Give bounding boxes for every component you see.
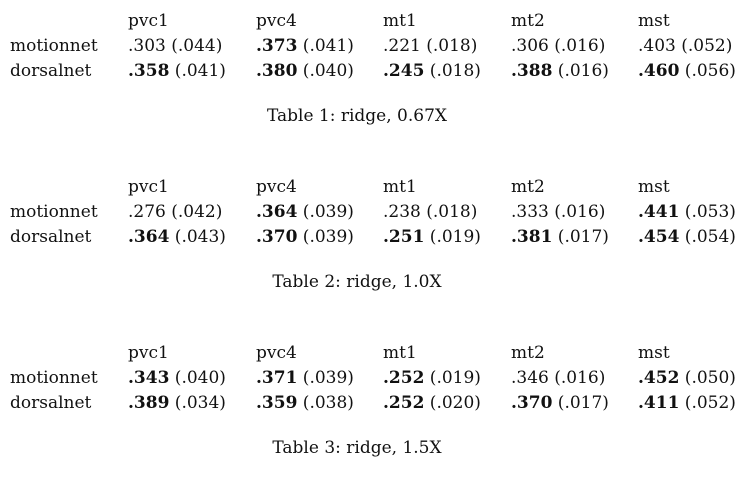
cell-value: .454 [638,227,680,247]
cell-se: (.017) [552,393,609,413]
cell-value: .245 [383,61,425,81]
cell-value: .370 [511,393,553,413]
cell-value: .359 [256,393,298,413]
table-cell [128,225,226,249]
table-cell [128,59,226,83]
row-label: motionnet [10,36,98,56]
table-cell [638,391,736,415]
cell-value: .276 [128,202,166,222]
cell-se: (.016) [552,61,609,81]
cell-se: (.039) [297,368,354,388]
cell-se: (.041) [169,61,226,81]
column-header: mt2 [511,11,545,31]
cell-se: (.016) [548,368,606,388]
table-row [0,34,747,58]
cell-value: .452 [638,368,680,388]
column-header: mt1 [383,177,417,197]
cell-value: .403 [638,36,676,56]
cell-value: .238 [383,202,421,222]
cell-se: (.040) [297,61,354,81]
table-row [0,391,747,415]
table-cell [128,34,222,58]
cell-value: .370 [256,227,298,247]
cell-value: .381 [511,227,553,247]
table-2 [0,168,747,318]
table-cell [383,200,477,224]
column-header: pvc4 [256,11,297,31]
column-header: mt2 [511,343,545,363]
table-cell [511,391,609,415]
table-caption: Table 1: ridge, 0.67X [266,106,448,126]
cell-value: .252 [383,368,425,388]
table-row [0,200,747,224]
cell-se: (.044) [165,36,223,56]
cell-value: .411 [638,393,680,413]
table-cell [256,200,354,224]
column-header: mt2 [511,177,545,197]
table-cell [128,366,226,390]
cell-se: (.038) [297,393,354,413]
cell-value: .251 [383,227,425,247]
cell-se: (.042) [165,202,223,222]
table-caption: Table 2: ridge, 1.0X [272,272,442,292]
table-cell [383,59,481,83]
table-cell [638,366,736,390]
table-cell [256,34,354,58]
cell-se: (.016) [548,202,606,222]
table-cell [383,34,477,58]
cell-se: (.043) [169,227,226,247]
cell-se: (.018) [420,202,478,222]
table-1 [0,2,747,152]
table-cell [638,34,732,58]
table-cell [256,59,354,83]
table-cell [511,366,605,390]
table-cell [383,366,481,390]
table-cell [638,200,736,224]
table-cell [383,225,481,249]
cell-se: (.041) [297,36,354,56]
column-header: pvc4 [256,177,297,197]
header-row [0,9,747,33]
cell-se: (.050) [679,368,736,388]
table-row [0,225,747,249]
table-cell [256,391,354,415]
cell-value: .333 [511,202,549,222]
column-header: pvc1 [128,11,169,31]
cell-se: (.016) [548,36,606,56]
cell-se: (.052) [675,36,733,56]
table-cell [638,59,736,83]
cell-se: (.039) [297,202,354,222]
cell-value: .358 [128,61,170,81]
cell-value: .346 [511,368,549,388]
cell-value: .371 [256,368,298,388]
table-cell [128,200,222,224]
cell-se: (.017) [552,227,609,247]
cell-value: .441 [638,202,680,222]
column-header: pvc1 [128,343,169,363]
cell-value: .306 [511,36,549,56]
cell-value: .380 [256,61,298,81]
cell-value: .303 [128,36,166,56]
column-header: pvc4 [256,343,297,363]
table-cell [256,225,354,249]
cell-value: .364 [128,227,170,247]
table-3 [0,334,747,484]
column-header: mt1 [383,343,417,363]
row-label: dorsalnet [10,227,92,247]
table-row [0,366,747,390]
cell-se: (.018) [420,36,478,56]
table-cell [128,391,226,415]
cell-value: .373 [256,36,298,56]
row-label: dorsalnet [10,61,92,81]
cell-value: .252 [383,393,425,413]
cell-se: (.020) [424,393,481,413]
cell-value: .460 [638,61,680,81]
cell-se: (.053) [679,202,736,222]
column-header: mst [638,11,670,31]
cell-se: (.018) [424,61,481,81]
cell-se: (.039) [297,227,354,247]
column-header: mst [638,177,670,197]
cell-se: (.056) [679,61,736,81]
row-label: dorsalnet [10,393,92,413]
cell-value: .389 [128,393,170,413]
header-row [0,175,747,199]
table-cell [511,200,605,224]
table-row [0,59,747,83]
table-cell [256,366,354,390]
cell-se: (.019) [424,227,481,247]
table-cell [383,391,481,415]
cell-se: (.054) [679,227,736,247]
table-cell [511,225,609,249]
table-cell [511,59,609,83]
table-cell [511,34,605,58]
cell-se: (.034) [169,393,226,413]
table-cell [638,225,736,249]
row-label: motionnet [10,202,98,222]
column-header: mt1 [383,11,417,31]
cell-se: (.052) [679,393,736,413]
cell-value: .388 [511,61,553,81]
column-header: mst [638,343,670,363]
cell-value: .343 [128,368,170,388]
cell-value: .221 [383,36,421,56]
cell-value: .364 [256,202,298,222]
column-header: pvc1 [128,177,169,197]
cell-se: (.019) [424,368,481,388]
table-caption: Table 3: ridge, 1.5X [272,438,442,458]
cell-se: (.040) [169,368,226,388]
header-row [0,341,747,365]
row-label: motionnet [10,368,98,388]
